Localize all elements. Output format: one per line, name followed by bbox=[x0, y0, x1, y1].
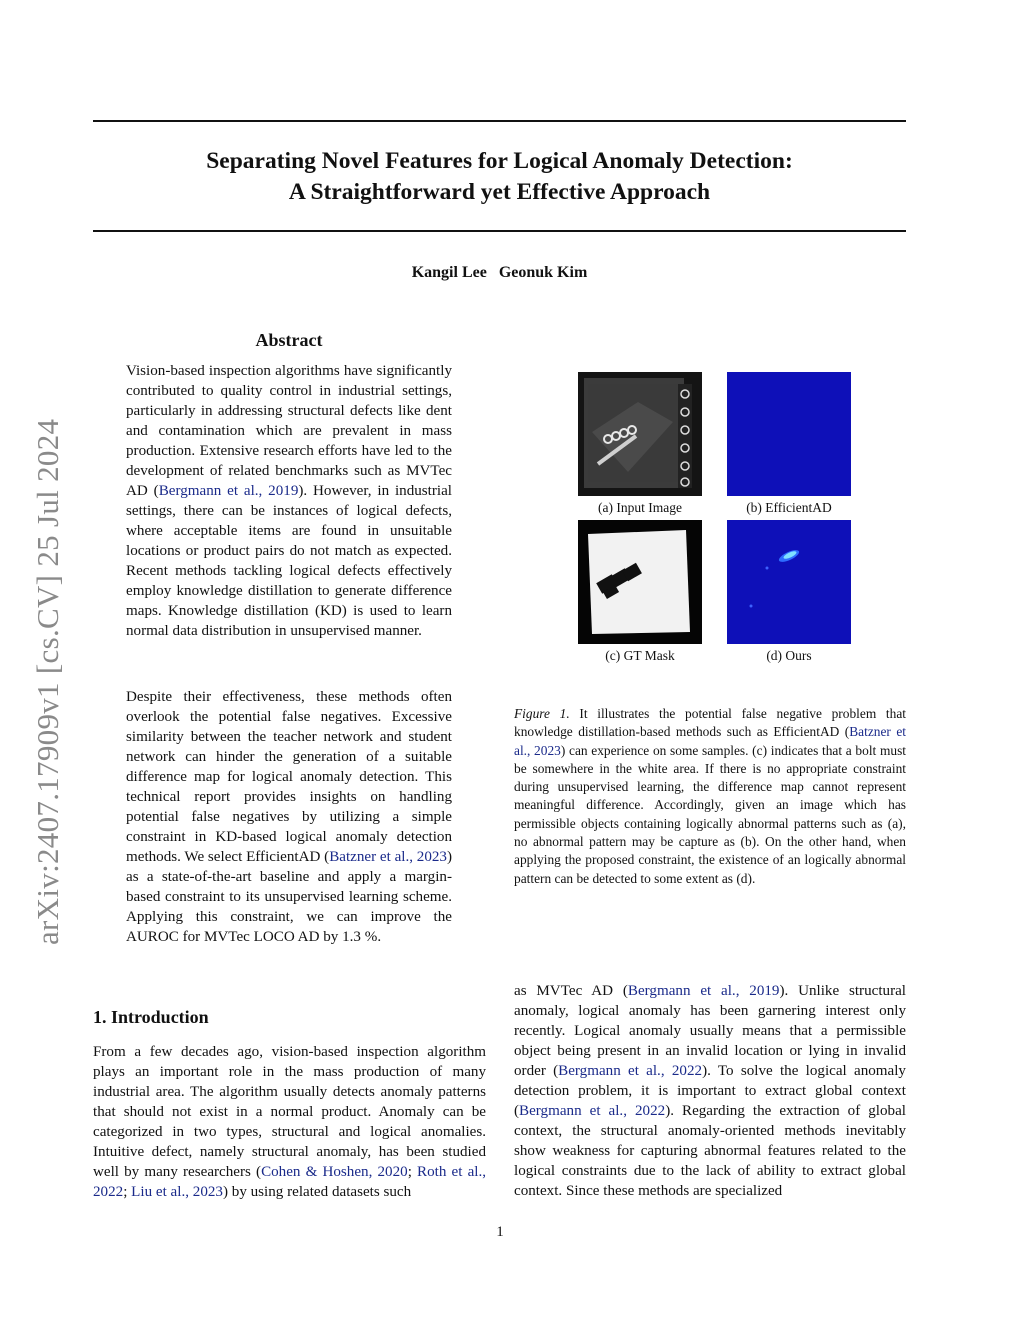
citation-link[interactable]: Batzner et al., 2023 bbox=[329, 849, 447, 865]
introduction-paragraph: From a few decades ago, vision-based inspection algorithm plays an important role in the mass production of many industrial area. The algorithm usually detects anomaly patterns that should not exist in a normal product. Anomaly can be categorized in two types, structural and logical anomalies. Intuitive defect, namely structural anomaly, has been studied well by many researchers (Cohen & Hoshen, 2020; Roth et al., 2022; Liu et al., 2023) by using related datasets such bbox=[93, 1044, 487, 1200]
abstract-heading: Abstract bbox=[255, 330, 323, 350]
figure-label: Figure 1. bbox=[514, 706, 570, 721]
section-heading-introduction: 1. Introduction bbox=[93, 1007, 209, 1027]
page-number: 1 bbox=[496, 1224, 504, 1240]
arxiv-identifier: arXiv:2407.17909v1 [cs.CV] 25 Jul 2024 bbox=[30, 418, 65, 945]
citation-link[interactable]: Bergmann et al., 2022 bbox=[558, 1063, 703, 1079]
citation-link[interactable]: Liu et al., 2023 bbox=[131, 1184, 223, 1200]
author-name: Kangil Lee bbox=[411, 264, 487, 281]
citation-link[interactable]: Cohen & Hoshen, 2020 bbox=[261, 1164, 408, 1180]
citation-link[interactable]: Bergmann et al., 2019 bbox=[158, 483, 299, 499]
subcaption-input-image: (a) Input Image bbox=[598, 500, 682, 515]
figure-gt-mask bbox=[578, 520, 702, 644]
subcaption-ours: (d) Ours bbox=[766, 648, 812, 663]
subcaption-gt-mask: (c) GT Mask bbox=[605, 648, 675, 663]
figure-efficientad-map bbox=[727, 372, 851, 496]
title-line-2: A Straightforward yet Effective Approach bbox=[288, 179, 711, 205]
citation-link[interactable]: Batzner et al., 2023 bbox=[514, 724, 906, 758]
figure-caption: Figure 1. It illustrates the potential false negative problem that knowledge distillation-based methods such as EfficientAD (Batzner et al., 2023) can experience on some samples. (c) indicates that a bolt must be somewhere in the white area. If there is no appropriate constraint during unsupervised learning, the difference map cannot represent meaningful difference. Accordingly, given an image which has permissible objects containing logically abnormal patterns such as (a), no abnormal pattern may be capture as (b). On the other hand, when applying the proposed constraint, the existence of an logically abnormal pattern can be detected to some extent as (d). bbox=[514, 706, 907, 886]
abstract-paragraph: Vision-based inspection algorithms have significantly contributed to quality control in industrial settings, particularly in addressing structural defects like dent and contamination which are prevalent in mass production. Extensive research efforts have led to the development of related benchmarks such as MVTec AD (Bergmann et al., 2019). However, in industrial settings, there can be instances of logical defects, where acceptable items are found in unsuitable locations or product pairs do not match as expected. Recent methods tackling logical defects effectively employ knowledge distillation to generate difference maps. Knowledge distillation (KD) is used to learn normal data distribution in unsupervised manner. bbox=[126, 363, 452, 639]
author-name: Geonuk Kim bbox=[498, 264, 588, 281]
title-line-1: Separating Novel Features for Logical Anomaly Detection: bbox=[206, 148, 793, 174]
citation-link[interactable]: Bergmann et al., 2022 bbox=[519, 1103, 666, 1119]
abstract-paragraph: Despite their effectiveness, these methods often overlook the potential false negatives. Excessive similarity between the teacher network and student network can hinder the generation of a suitable difference map for logical anomaly detection. This technical report provides insights on handling potential false negatives by utilizing a simple constraint in KD-based logical anomaly detection methods. We select EfficientAD (Batzner et al., 2023) as a state-of-the-art baseline and apply a margin-based constraint to its unsupervised learning scheme. Applying this constraint, we can improve the AUROC for MVTec LOCO AD by 1.3 %. bbox=[126, 689, 453, 945]
introduction-paragraph-continued: as MVTec AD (Bergmann et al., 2019). Unlike structural anomaly, logical anomaly has been garnering interest only recently. Logical anomaly usually means that a permissible object being present in an invalid location or lying in invalid order (Bergmann et al., 2022). To solve the logical anomaly detection problem, it is important to extract global context (Bergmann et al., 2022). Regarding the extraction of global context, the structural anomaly-oriented methods inevitably show weakness for capturing abnormal features related to the logical constraints due to the lack of ability to extract global context. Since these methods are specialized bbox=[514, 983, 906, 1199]
citation-link[interactable]: Roth et al., 2022 bbox=[93, 1164, 487, 1200]
figure-input-image bbox=[578, 372, 702, 496]
paper-title bbox=[93, 146, 906, 208]
citation-link[interactable]: Bergmann et al., 2019 bbox=[627, 983, 780, 999]
authors bbox=[93, 264, 906, 282]
title-bottom-rule bbox=[93, 230, 906, 232]
title-top-rule bbox=[93, 120, 906, 122]
figure-ours-map bbox=[727, 520, 851, 644]
subcaption-efficientad: (b) EfficientAD bbox=[746, 500, 832, 515]
